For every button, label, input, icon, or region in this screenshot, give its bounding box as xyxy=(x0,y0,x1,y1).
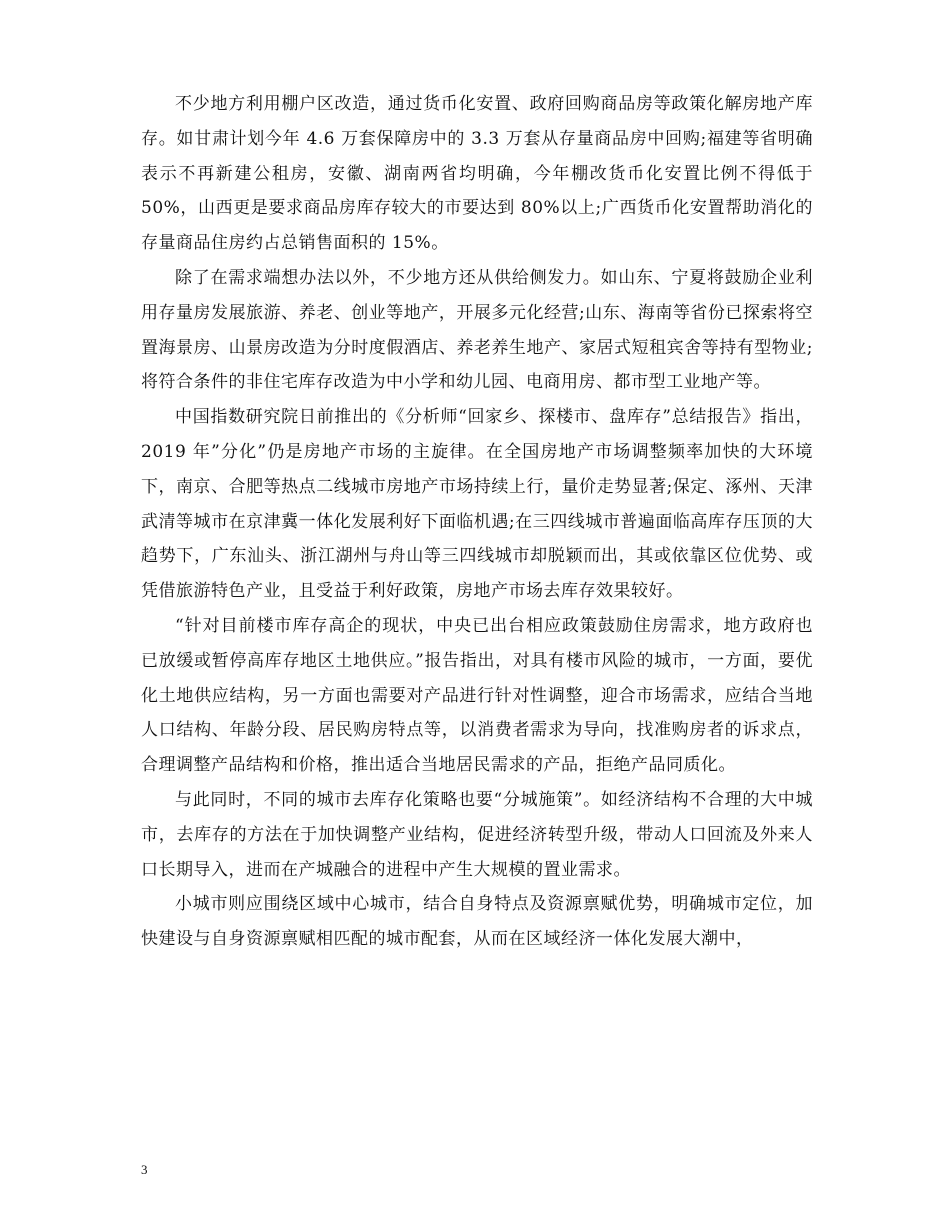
paragraph-small-cities: 小城市则应围绕区域中心城市，结合自身特点及资源禀赋优势，明确城市定位，加快建设与自身资源禀赋相匹配的城市配套，从而在区域经济一体化发展大潮中， xyxy=(141,894,813,950)
paragraph-index-research-report: 中国指数研究院日前推出的《分析师“回家乡、探楼市、盘库存”总结报告》指出，2019 年”分化”仍是房地产市场的主旋律。在全国房地产市场调整频率加快的大环境下，南京、合肥等热点二线城市房地产市场持续上行，量价走势显著;保定、涿州、天津武清等城市在京津冀一体化发展利好下面临机遇;在三四线城市普遍面临高库存压顶的大趋势下，广东汕头、浙江湖州与舟山等三四线城市却脱颖而出，其或依靠区位优势、或凭借旅游特色产业，且受益于利好政策，房地产市场去库存效果较好。 xyxy=(141,407,813,602)
paragraph-inventory-policy: “针对目前楼市库存高企的现状，中央已出台相应政策鼓励住房需求，地方政府也已放缓或暂停高库存地区土地供应。”报告指出，对具有楼市风险的城市，一方面，要优化土地供应结构，另一方面也需要对产品进行针对性调整，迎合市场需求，应结合当地人口结构、年龄分段、居民购房特点等，以消费者需求为导向，找准购房者的诉求点，合理调整产品结构和价格，推出适合当地居民需求的产品，拒绝产品同质化。 xyxy=(141,615,813,776)
page-number: 3 xyxy=(141,1162,148,1177)
paragraph-supply-side: 除了在需求端想办法以外，不少地方还从供给侧发力。如山东、宁夏将鼓励企业利用存量房发展旅游、养老、创业等地产，开展多元化经营;山东、海南等省份已探索将空置海景房、山景房改造为分时度假酒店、养老养生地产、家居式短租宾舍等持有型物业;将符合条件的非住宅库存改造为中小学和幼儿园、电商用房、都市型工业地产等。 xyxy=(141,267,813,393)
paragraph-shantytown-renovation: 不少地方利用棚户区改造，通过货币化安置、政府回购商品房等政策化解房地产库存。如甘肃计划今年 4.6 万套保障房中的 3.3 万套从存量商品房中回购;福建等省明确表示不再新建公租房，安徽、湖南两省均明确，今年棚改货币化安置比例不得低于 50%，山西更是要求商品房库存较大的市要达到 80%以上;广西货币化安置帮助消化的存量商品住房约占总销售面积的 15%。 xyxy=(141,94,819,254)
paragraph-city-specific-strategy: 与此同时，不同的城市去库存化策略也要“分城施策”。如经济结构不合理的大中城市，去库存的方法在于加快调整产业结构，促进经济转型升级，带动人口回流及外来人口长期导入，进而在产城融合的进程中产生大规模的置业需求。 xyxy=(141,789,813,880)
document-body xyxy=(141,87,819,957)
